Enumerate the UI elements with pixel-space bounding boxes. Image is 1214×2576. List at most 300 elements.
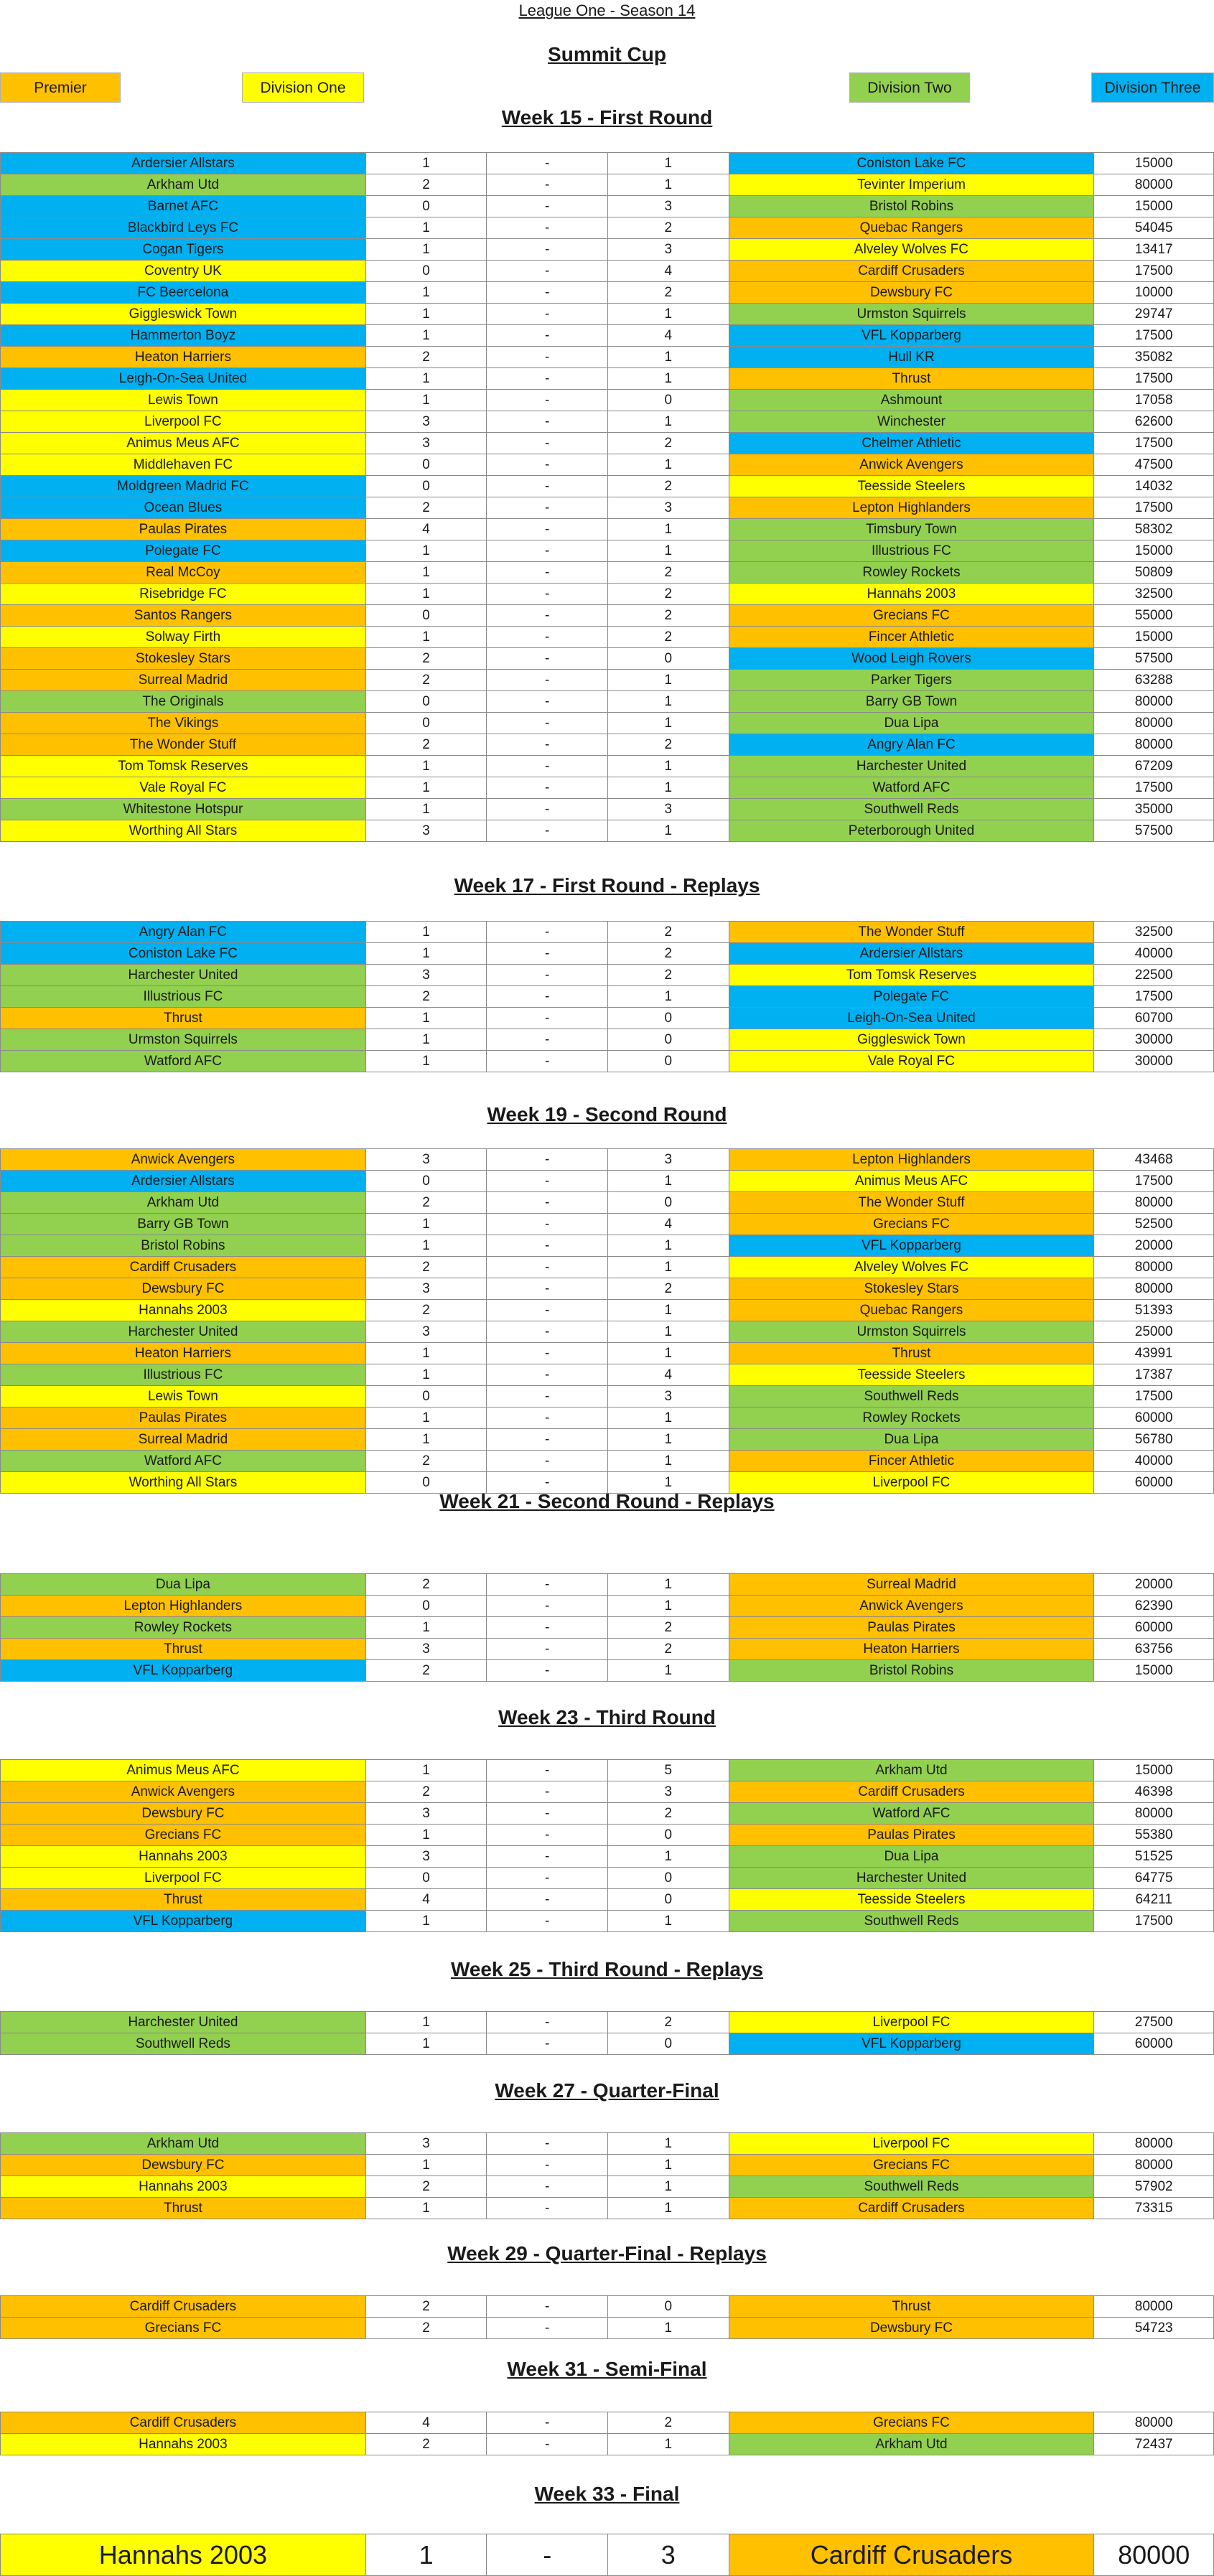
attendance: 80000 — [1094, 2155, 1214, 2176]
score-separator: - — [487, 476, 608, 497]
match-row — [1, 2434, 1214, 2455]
away-team: Liverpool FC — [729, 2012, 1094, 2033]
away-score: 1 — [607, 2434, 729, 2455]
away-team: Parker Tigers — [729, 670, 1094, 691]
score-separator: - — [487, 1029, 608, 1051]
score-separator: - — [487, 519, 608, 540]
attendance: 15000 — [1094, 153, 1214, 174]
fixtures-table — [0, 921, 1214, 1072]
attendance: 50809 — [1094, 562, 1214, 584]
score-separator: - — [487, 540, 608, 562]
home-team: Bristol Robins — [1, 1235, 366, 1257]
match-row — [1, 1214, 1214, 1235]
away-team: Watford AFC — [729, 1803, 1094, 1825]
home-team: Stokesley Stars — [1, 648, 366, 670]
score-separator: - — [487, 411, 608, 433]
away-team: Grecians FC — [729, 2412, 1094, 2434]
score-separator: - — [487, 1257, 608, 1278]
attendance: 60700 — [1094, 1008, 1214, 1029]
match-row — [1, 217, 1214, 239]
home-team: Hannahs 2003 — [1, 1300, 366, 1321]
score-separator: - — [487, 1171, 608, 1192]
home-team: Hannahs 2003 — [1, 2534, 366, 2576]
away-score: 1 — [607, 756, 729, 777]
away-score: 2 — [607, 217, 729, 239]
legend-div1: Division One — [242, 72, 364, 103]
away-team: Thrust — [729, 1343, 1094, 1364]
away-team: Dewsbury FC — [729, 2318, 1094, 2339]
away-score: 1 — [607, 540, 729, 562]
away-score: 1 — [607, 2176, 729, 2198]
home-score: 1 — [365, 217, 487, 239]
away-team: Tom Tomsk Reserves — [729, 965, 1094, 986]
match-row — [1, 390, 1214, 411]
away-team: Hull KR — [729, 347, 1094, 368]
away-team: The Wonder Stuff — [729, 922, 1094, 943]
home-team: Cardiff Crusaders — [1, 1257, 366, 1278]
home-score: 1 — [365, 1343, 487, 1364]
away-team: Anwick Avengers — [729, 1596, 1094, 1617]
attendance: 51525 — [1094, 1846, 1214, 1868]
score-separator: - — [487, 965, 608, 986]
home-score: 3 — [365, 433, 487, 454]
score-separator: - — [487, 986, 608, 1008]
attendance: 17500 — [1094, 325, 1214, 347]
away-score: 1 — [607, 1846, 729, 1868]
score-separator: - — [487, 174, 608, 196]
score-separator: - — [487, 433, 608, 454]
match-row — [1, 1171, 1214, 1192]
home-team: Illustrious FC — [1, 1364, 366, 1386]
home-team: Watford AFC — [1, 1051, 366, 1072]
score-separator: - — [487, 691, 608, 713]
away-score: 1 — [607, 1596, 729, 1617]
home-score: 3 — [365, 1846, 487, 1868]
score-separator: - — [487, 2412, 608, 2434]
away-team: Illustrious FC — [729, 540, 1094, 562]
legend-premier: Premier — [0, 72, 121, 103]
fixtures-table — [0, 1573, 1214, 1682]
score-separator: - — [487, 562, 608, 584]
away-team: Paulas Pirates — [729, 1617, 1094, 1639]
score-separator: - — [487, 1149, 608, 1171]
match-row — [1, 433, 1214, 454]
away-score: 2 — [607, 943, 729, 965]
home-score: 0 — [365, 1171, 487, 1192]
home-score: 3 — [365, 1639, 487, 1660]
attendance: 55380 — [1094, 1825, 1214, 1846]
away-team: Wood Leigh Rovers — [729, 648, 1094, 670]
attendance: 22500 — [1094, 965, 1214, 986]
away-team: Heaton Harriers — [729, 1639, 1094, 1660]
away-score: 2 — [607, 965, 729, 986]
fixtures-table — [0, 2295, 1214, 2339]
match-row — [1, 2033, 1214, 2055]
away-team: Thrust — [729, 368, 1094, 390]
home-score: 2 — [365, 2296, 487, 2318]
away-score: 1 — [607, 2198, 729, 2219]
home-team: Hannahs 2003 — [1, 2176, 366, 2198]
home-score: 2 — [365, 1451, 487, 1472]
match-row — [1, 1029, 1214, 1051]
score-separator: - — [487, 1911, 608, 1932]
score-separator: - — [487, 2176, 608, 2198]
away-score: 1 — [607, 1660, 729, 1682]
home-score: 1 — [365, 153, 487, 174]
attendance: 17500 — [1094, 1911, 1214, 1932]
home-score: 0 — [365, 691, 487, 713]
home-team: Blackbird Leys FC — [1, 217, 366, 239]
home-team: Barry GB Town — [1, 1214, 366, 1235]
away-score: 2 — [607, 1803, 729, 1825]
away-team: Fincer Athletic — [729, 1451, 1094, 1472]
away-score: 3 — [607, 196, 729, 217]
score-separator: - — [487, 2434, 608, 2455]
home-score: 1 — [365, 1029, 487, 1051]
away-score: 3 — [607, 1149, 729, 1171]
away-score: 1 — [607, 411, 729, 433]
score-separator: - — [487, 756, 608, 777]
away-score: 1 — [607, 454, 729, 476]
home-score: 3 — [365, 1321, 487, 1343]
away-score: 0 — [607, 2033, 729, 2055]
away-team: Quebac Rangers — [729, 217, 1094, 239]
away-score: 1 — [607, 347, 729, 368]
attendance: 17500 — [1094, 986, 1214, 1008]
section-title: Week 29 - Quarter-Final - Replays — [447, 2242, 767, 2264]
score-separator: - — [487, 2296, 608, 2318]
away-score: 3 — [607, 1781, 729, 1803]
away-score: 1 — [607, 1171, 729, 1192]
score-separator: - — [487, 1781, 608, 1803]
attendance: 55000 — [1094, 605, 1214, 627]
away-score: 1 — [607, 1408, 729, 1429]
home-score: 1 — [365, 368, 487, 390]
attendance: 30000 — [1094, 1029, 1214, 1051]
away-team: Animus Meus AFC — [729, 1171, 1094, 1192]
match-row — [1, 1429, 1214, 1451]
match-row — [1, 1192, 1214, 1214]
away-score: 2 — [607, 1639, 729, 1660]
attendance: 35082 — [1094, 347, 1214, 368]
score-separator: - — [487, 261, 608, 282]
away-score: 3 — [607, 1386, 729, 1408]
away-team: VFL Kopparberg — [729, 1235, 1094, 1257]
attendance: 57500 — [1094, 820, 1214, 842]
match-row — [1, 943, 1214, 965]
away-score: 1 — [607, 153, 729, 174]
score-separator: - — [487, 799, 608, 820]
match-row — [1, 1008, 1214, 1029]
away-score: 0 — [607, 1051, 729, 1072]
home-team: Thrust — [1, 2198, 366, 2219]
match-row — [1, 368, 1214, 390]
attendance: 15000 — [1094, 627, 1214, 648]
attendance: 17500 — [1094, 1171, 1214, 1192]
away-team: Dua Lipa — [729, 1429, 1094, 1451]
away-team: Alveley Wolves FC — [729, 1257, 1094, 1278]
fixtures-table — [0, 152, 1214, 842]
home-score: 2 — [365, 2176, 487, 2198]
away-score: 1 — [607, 519, 729, 540]
attendance: 52500 — [1094, 1214, 1214, 1235]
section-title: Week 21 - Second Round - Replays — [439, 1490, 775, 1512]
away-team: Chelmer Athletic — [729, 433, 1094, 454]
home-team: Real McCoy — [1, 562, 366, 584]
home-score: 1 — [365, 1825, 487, 1846]
away-score: 5 — [607, 1760, 729, 1781]
home-score: 2 — [365, 1660, 487, 1682]
match-row — [1, 1803, 1214, 1825]
home-score: 2 — [365, 347, 487, 368]
away-score: 2 — [607, 282, 729, 304]
match-row — [1, 922, 1214, 943]
home-score: 0 — [365, 605, 487, 627]
attendance: 43991 — [1094, 1343, 1214, 1364]
away-team: Ashmount — [729, 390, 1094, 411]
score-separator: - — [487, 584, 608, 605]
away-team: Coniston Lake FC — [729, 153, 1094, 174]
home-score: 1 — [365, 2534, 487, 2576]
home-team: Leigh-On-Sea United — [1, 368, 366, 390]
home-team: Cardiff Crusaders — [1, 2296, 366, 2318]
score-separator: - — [487, 2318, 608, 2339]
match-row — [1, 627, 1214, 648]
match-row — [1, 1257, 1214, 1278]
home-team: Animus Meus AFC — [1, 1760, 366, 1781]
home-score: 2 — [365, 648, 487, 670]
score-separator: - — [487, 943, 608, 965]
home-score: 1 — [365, 1051, 487, 1072]
home-score: 1 — [365, 239, 487, 261]
away-team: Harchester United — [729, 756, 1094, 777]
away-team: Cardiff Crusaders — [729, 261, 1094, 282]
home-score: 4 — [365, 1889, 487, 1911]
home-team: Santos Rangers — [1, 605, 366, 627]
score-separator: - — [487, 1051, 608, 1072]
away-score: 2 — [607, 922, 729, 943]
home-score: 2 — [365, 174, 487, 196]
home-team: The Vikings — [1, 713, 366, 734]
away-team: Paulas Pirates — [729, 1825, 1094, 1846]
home-score: 1 — [365, 1214, 487, 1235]
away-score: 0 — [607, 1868, 729, 1889]
away-team: Southwell Reds — [729, 1911, 1094, 1932]
attendance: 62390 — [1094, 1596, 1214, 1617]
away-score: 1 — [607, 2318, 729, 2339]
home-team: Anwick Avengers — [1, 1149, 366, 1171]
home-team: Animus Meus AFC — [1, 433, 366, 454]
home-team: Liverpool FC — [1, 1868, 366, 1889]
home-score: 0 — [365, 1472, 487, 1494]
score-separator: - — [487, 217, 608, 239]
attendance: 60000 — [1094, 1472, 1214, 1494]
home-score: 0 — [365, 1596, 487, 1617]
home-team: The Wonder Stuff — [1, 734, 366, 756]
away-team: Arkham Utd — [729, 2434, 1094, 2455]
match-row — [1, 2176, 1214, 2198]
match-row — [1, 1911, 1214, 1932]
attendance: 63756 — [1094, 1639, 1214, 1660]
legend-div2: Division Two — [849, 72, 970, 103]
away-score: 1 — [607, 777, 729, 799]
match-row — [1, 1760, 1214, 1781]
attendance: 15000 — [1094, 1660, 1214, 1682]
score-separator: - — [487, 1408, 608, 1429]
home-team: Anwick Avengers — [1, 1781, 366, 1803]
score-separator: - — [487, 713, 608, 734]
match-row — [1, 2318, 1214, 2339]
away-team: Tevinter Imperium — [729, 174, 1094, 196]
match-row — [1, 2155, 1214, 2176]
home-team: Barnet AFC — [1, 196, 366, 217]
home-score: 1 — [365, 1617, 487, 1639]
score-separator: - — [487, 1617, 608, 1639]
match-row — [1, 2198, 1214, 2219]
score-separator: - — [487, 1660, 608, 1682]
match-row — [1, 282, 1214, 304]
home-team: Southwell Reds — [1, 2033, 366, 2055]
match-row — [1, 1781, 1214, 1803]
home-score: 1 — [365, 2033, 487, 2055]
attendance: 62600 — [1094, 411, 1214, 433]
away-score: 2 — [607, 627, 729, 648]
attendance: 80000 — [1094, 713, 1214, 734]
home-score: 1 — [365, 2155, 487, 2176]
attendance: 29747 — [1094, 304, 1214, 325]
home-score: 2 — [365, 986, 487, 1008]
home-team: Solway Firth — [1, 627, 366, 648]
attendance: 80000 — [1094, 691, 1214, 713]
home-team: Ocean Blues — [1, 497, 366, 519]
away-team: Teesside Steelers — [729, 1364, 1094, 1386]
away-team: Bristol Robins — [729, 1660, 1094, 1682]
match-row — [1, 1617, 1214, 1639]
match-row — [1, 2412, 1214, 2434]
attendance: 64211 — [1094, 1889, 1214, 1911]
home-score: 1 — [365, 777, 487, 799]
section-title: Week 19 - Second Round — [487, 1103, 727, 1125]
away-team: Hannahs 2003 — [729, 584, 1094, 605]
match-row — [1, 562, 1214, 584]
home-team: Dewsbury FC — [1, 1803, 366, 1825]
home-score: 2 — [365, 2318, 487, 2339]
away-team: Southwell Reds — [729, 799, 1094, 820]
away-team: Ardersier Allstars — [729, 943, 1094, 965]
away-score: 3 — [607, 2534, 729, 2576]
home-score: 4 — [365, 519, 487, 540]
home-score: 2 — [365, 1257, 487, 1278]
home-team: Heaton Harriers — [1, 1343, 366, 1364]
home-score: 2 — [365, 1192, 487, 1214]
fixtures-table — [0, 2534, 1214, 2576]
score-separator: - — [487, 2012, 608, 2033]
section-title: Week 25 - Third Round - Replays — [450, 1958, 764, 1980]
away-score: 3 — [607, 497, 729, 519]
away-team: Lepton Highlanders — [729, 497, 1094, 519]
home-team: Thrust — [1, 1008, 366, 1029]
home-team: Moldgreen Madrid FC — [1, 476, 366, 497]
attendance: 80000 — [1094, 2133, 1214, 2155]
home-score: 1 — [365, 390, 487, 411]
away-score: 1 — [607, 691, 729, 713]
attendance: 17500 — [1094, 1386, 1214, 1408]
score-separator: - — [487, 1451, 608, 1472]
attendance: 17500 — [1094, 777, 1214, 799]
home-team: VFL Kopparberg — [1, 1911, 366, 1932]
attendance: 80000 — [1094, 2296, 1214, 2318]
attendance: 54045 — [1094, 217, 1214, 239]
attendance: 57500 — [1094, 648, 1214, 670]
home-score: 1 — [365, 282, 487, 304]
attendance: 80000 — [1094, 734, 1214, 756]
match-row — [1, 1889, 1214, 1911]
home-score: 0 — [365, 196, 487, 217]
away-score: 0 — [607, 2296, 729, 2318]
away-score: 1 — [607, 1235, 729, 1257]
attendance: 80000 — [1094, 1257, 1214, 1278]
attendance: 60000 — [1094, 1617, 1214, 1639]
score-separator: - — [487, 239, 608, 261]
home-team: Arkham Utd — [1, 174, 366, 196]
away-score: 2 — [607, 2012, 729, 2033]
score-separator: - — [487, 454, 608, 476]
home-score: 1 — [365, 1429, 487, 1451]
match-row — [1, 820, 1214, 842]
away-team: Cardiff Crusaders — [729, 2198, 1094, 2219]
match-row — [1, 2534, 1214, 2576]
home-team: Hannahs 2003 — [1, 2434, 366, 2455]
match-row — [1, 196, 1214, 217]
home-team: Arkham Utd — [1, 1192, 366, 1214]
home-score: 3 — [365, 820, 487, 842]
away-score: 1 — [607, 174, 729, 196]
match-row — [1, 347, 1214, 368]
home-team: Thrust — [1, 1639, 366, 1660]
away-team: VFL Kopparberg — [729, 2033, 1094, 2055]
section-title: Week 23 - Third Round — [498, 1706, 716, 1728]
home-team: Watford AFC — [1, 1451, 366, 1472]
attendance: 30000 — [1094, 1051, 1214, 1072]
away-score: 1 — [607, 304, 729, 325]
fixtures-table — [0, 2011, 1214, 2055]
match-row — [1, 1149, 1214, 1171]
fixtures-table — [0, 1759, 1214, 1932]
attendance: 27500 — [1094, 2012, 1214, 2033]
score-separator: - — [487, 2155, 608, 2176]
score-separator: - — [487, 605, 608, 627]
attendance: 60000 — [1094, 2033, 1214, 2055]
score-separator: - — [487, 1235, 608, 1257]
attendance: 51393 — [1094, 1300, 1214, 1321]
away-score: 1 — [607, 1472, 729, 1494]
attendance: 58302 — [1094, 519, 1214, 540]
away-team: Vale Royal FC — [729, 1051, 1094, 1072]
home-score: 2 — [365, 2434, 487, 2455]
away-team: Angry Alan FC — [729, 734, 1094, 756]
home-team: Whitestone Hotspur — [1, 799, 366, 820]
away-score: 2 — [607, 2412, 729, 2434]
home-score: 1 — [365, 2012, 487, 2033]
attendance: 57902 — [1094, 2176, 1214, 2198]
away-score: 0 — [607, 648, 729, 670]
home-score: 1 — [365, 943, 487, 965]
home-score: 1 — [365, 540, 487, 562]
away-score: 1 — [607, 1451, 729, 1472]
match-row — [1, 476, 1214, 497]
attendance: 25000 — [1094, 1321, 1214, 1343]
away-score: 1 — [607, 1429, 729, 1451]
